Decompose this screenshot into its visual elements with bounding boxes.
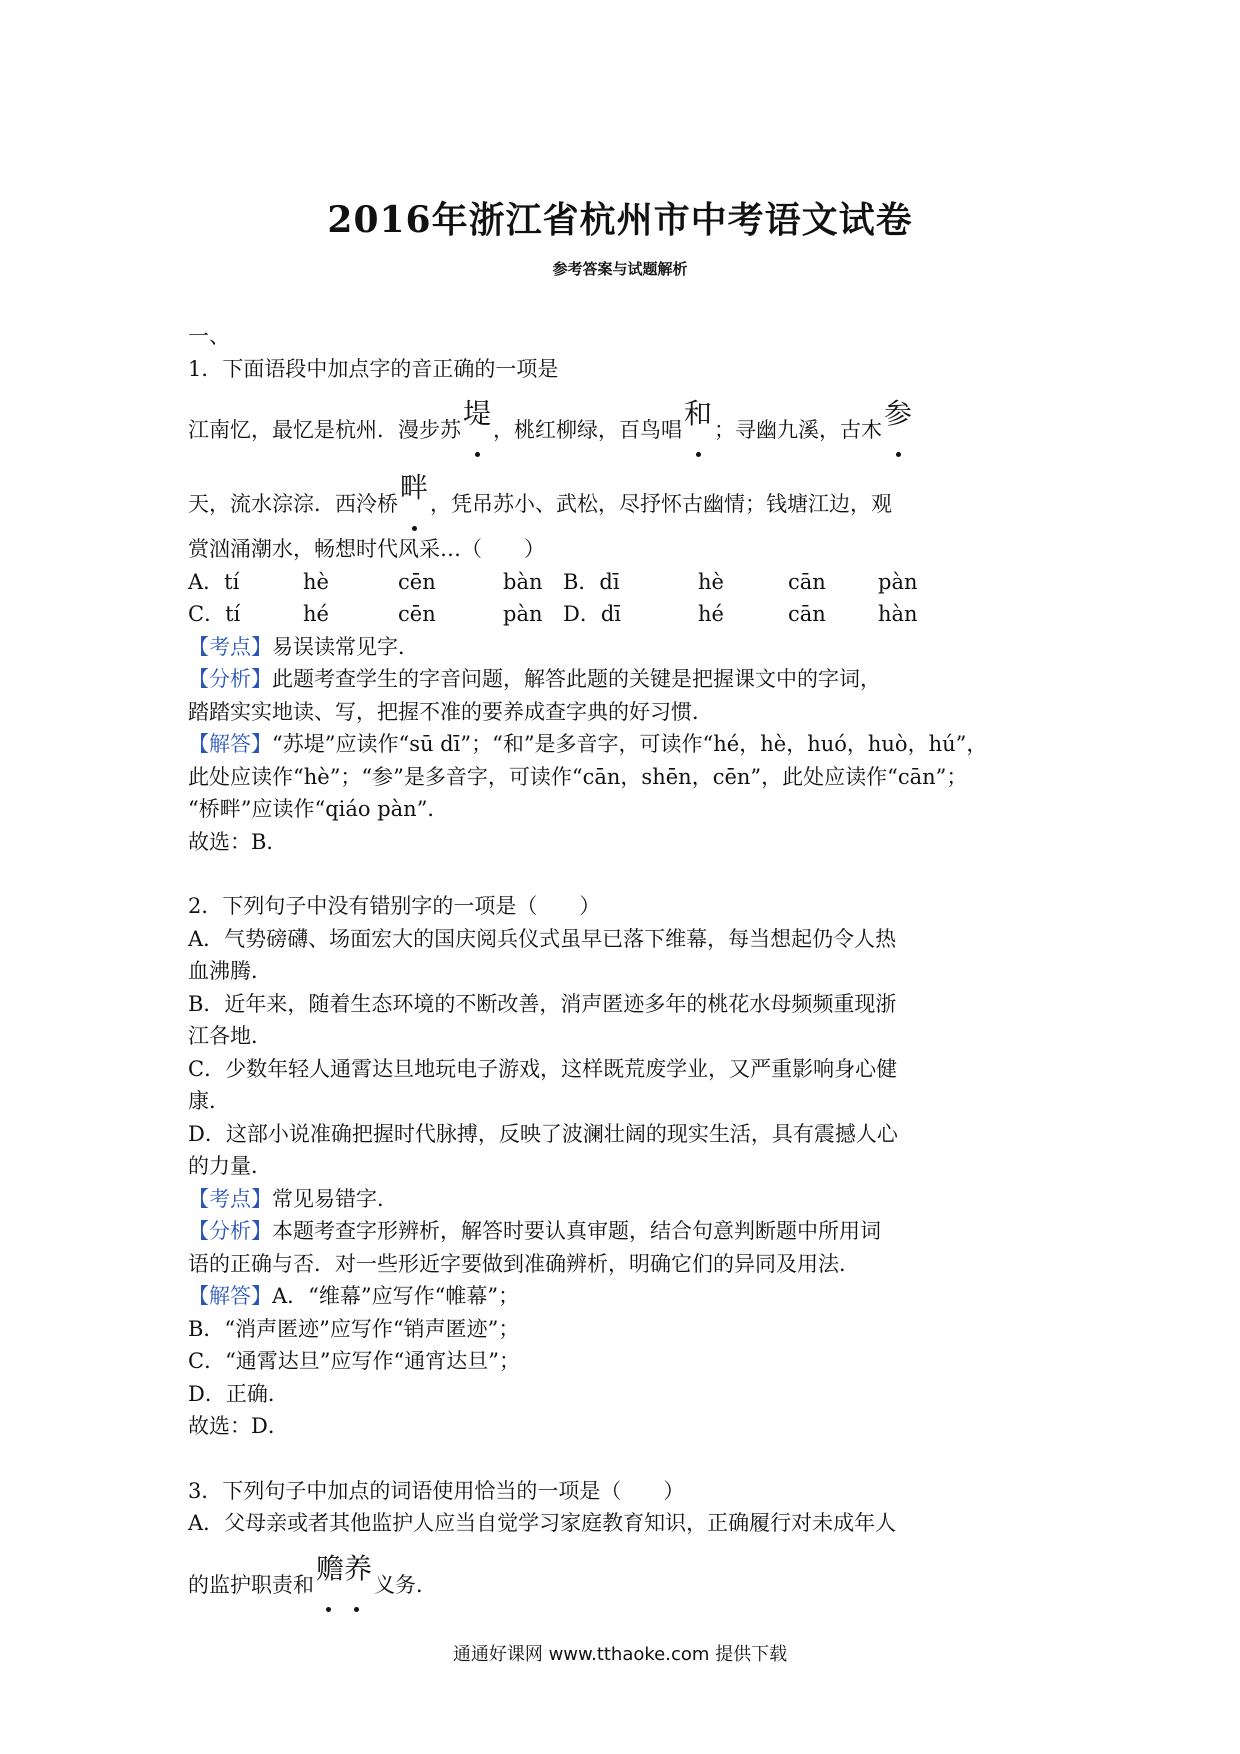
- section-heading: 一、: [188, 324, 230, 348]
- q2-option-c-2: 康．: [188, 1089, 230, 1113]
- q2-option-b-2: 江各地．: [188, 1024, 272, 1048]
- q1-option-c-3: cēn: [398, 602, 436, 626]
- q1-stem: 1．下面语段中加点字的音正确的一项是: [188, 356, 559, 381]
- q1-option-d-3: cān: [788, 602, 826, 626]
- q1-jieda-1: 【解答】“苏堤”应读作“sū dī”；“和”是多音字，可读作“hé，hè，huó，huò，hú”，: [188, 732, 988, 756]
- q1-passage-line-2: 天，流水淙淙．西泠桥畔，凭吊苏小、武松，尽抒怀古幽情；钱塘江边，观: [188, 459, 1058, 533]
- q3-option-a-2: 的监护职责和赡养 义务．: [188, 1540, 1058, 1614]
- q1-option-c-4: pàn: [503, 602, 543, 626]
- page-title: 2016年浙江省杭州市中考语文试卷: [327, 199, 913, 241]
- dotted-char-he: 和: [682, 385, 714, 443]
- q1-answer: 故选：B．: [188, 829, 288, 854]
- q2-fenxi-2: 语的正确与否．对一些形近字要做到准确辨析，明确它们的异同及用法．: [188, 1251, 860, 1276]
- q1-options-row-1: [188, 566, 1058, 599]
- q1-options-row-2: [188, 598, 1058, 631]
- dotted-char-can: 参: [882, 385, 914, 443]
- q1-option-a-2: hè: [303, 569, 329, 594]
- q2-option-c-1: C．少数年轻人通霄达旦地玩电子游戏，这样既荒废学业，又严重影响身心健: [188, 1056, 898, 1081]
- document-body: [188, 320, 1058, 1614]
- q1-kaodian: 【考点】易误读常见字．: [188, 634, 419, 659]
- q1-option-d-2: hé: [698, 602, 724, 626]
- page-subtitle: 参考答案与试题解析: [552, 260, 688, 278]
- q3-option-a-1: A．父母亲或者其他监护人应当自觉学习家庭教育知识，正确履行对未成年人: [188, 1511, 897, 1535]
- q1-passage-line-3: 赏汹涌潮水，畅想时代风采…（ ）: [188, 537, 545, 561]
- q1-fenxi-2: 踏踏实实地读、写，把握不准的要养成查字典的好习惯．: [188, 699, 713, 724]
- q3-stem: 3．下列句子中加点的词语使用恰当的一项是（ ）: [188, 1478, 685, 1503]
- q2-option-a-2: 血沸腾．: [188, 959, 272, 983]
- q2-answer: 故选：D．: [188, 1414, 289, 1438]
- q2-jieda-2: B．“消声匿迹”应写作“销声匿迹”；: [188, 1316, 520, 1341]
- dotted-word-shanyang: 赡养: [314, 1540, 374, 1598]
- q2-option-d-2: 的力量．: [188, 1154, 272, 1178]
- q1-fenxi-1: 【分析】此题考查学生的字音问题，解答此题的关键是把握课文中的字词，: [188, 667, 881, 691]
- q1-jieda-3: “桥畔”应读作“qiáo pàn”．: [188, 797, 449, 821]
- q2-option-a-1: A．气势磅礴、场面宏大的国庆阅兵仪式虽早已落下维幕，每当想起仍令人热: [188, 926, 897, 951]
- q2-kaodian: 【考点】常见易错字．: [188, 1186, 398, 1211]
- q1-option-b-2: hè: [698, 569, 724, 594]
- q1-option-c-1: C．tí: [188, 602, 241, 626]
- q2-jieda-4: D．正确．: [188, 1381, 289, 1406]
- q2-option-d-1: D．这部小说准确把握时代脉搏，反映了波澜壮阔的现实生活，具有震撼人心: [188, 1121, 898, 1146]
- q1-option-a-1: A．tí: [188, 569, 240, 594]
- q1-jieda-2: 此处应读作“hè”；“参”是多音字，可读作“cān，shēn，cēn”，此处应读作“cān”；: [188, 764, 968, 789]
- q2-stem: 2．下列句子中没有错别字的一项是（ ）: [188, 894, 601, 918]
- q2-jieda-3: C．“通霄达旦”应写作“通宵达旦”；: [188, 1349, 521, 1373]
- q1-option-b-3: cān: [788, 569, 826, 594]
- q1-option-a-4: bàn: [503, 569, 543, 594]
- q1-option-d-1: D．dī: [563, 602, 621, 626]
- q1-passage-line-1: 江南忆，最忆是杭州．漫步苏堤，桃红柳绿，百鸟唱和；寻幽九溪，古木参: [188, 385, 1058, 459]
- q2-jieda-1: 【解答】A．“维幕”应写作“帷幕”；: [188, 1284, 520, 1308]
- dotted-char-di: 堤: [461, 385, 493, 443]
- q1-option-d-4: hàn: [878, 602, 918, 626]
- q2-option-b-1: B．近年来，随着生态环境的不断改善，消声匿迹多年的桃花水母频频重现浙: [188, 991, 897, 1016]
- q1-option-b-4: pàn: [878, 569, 918, 594]
- q2-fenxi-1: 【分析】本题考查字形辨析，解答时要认真审题，结合句意判断题中所用词: [188, 1219, 881, 1243]
- q1-option-b-1: B．dī: [563, 569, 620, 594]
- page-footer: 通通好课网 www.tthaoke.com 提供下载: [452, 1644, 788, 1665]
- dotted-char-pan: 畔: [398, 459, 430, 517]
- q1-option-a-3: cēn: [398, 569, 436, 594]
- q1-option-c-2: hé: [303, 602, 329, 626]
